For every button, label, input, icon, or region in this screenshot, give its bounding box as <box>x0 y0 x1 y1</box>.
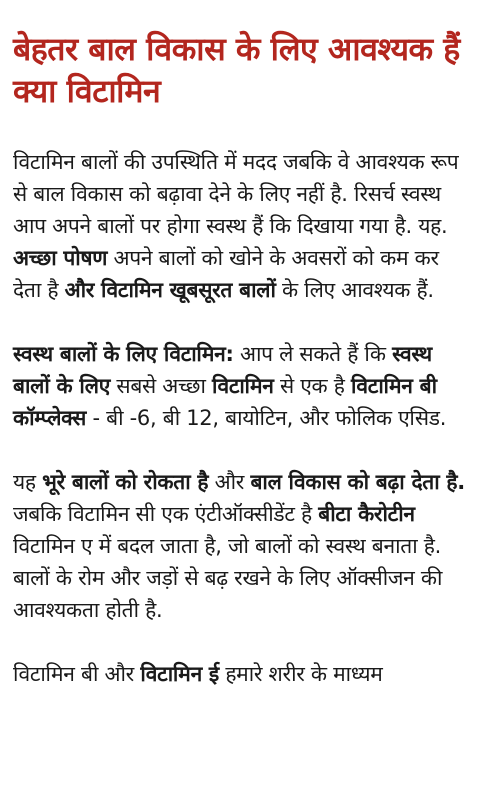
paragraph-vitamins-for-healthy-hair <box>13 338 473 434</box>
text-segment: अपने बालों को खोने के अवसरों को कम कर देता है <box>13 246 439 302</box>
paragraph-intro <box>13 146 473 306</box>
text-segment: यह <box>13 470 43 494</box>
text-segment: सबसे अच्छा <box>110 374 212 398</box>
bold-text-segment: विटामिन बी कॉम्प्लेक्स <box>13 374 437 430</box>
bold-text-segment: भूरे बालों को रोकता है <box>42 470 209 494</box>
bold-text-segment: और विटामिन खूबसूरत बालों <box>64 278 276 302</box>
bold-text-segment: स्वस्थ बालों के लिए विटामिन: <box>13 342 234 366</box>
bold-text-segment: विटामिन <box>212 374 274 398</box>
text-segment: जबकि विटामिन सी एक एंटीऑक्सीडेंट है <box>13 502 319 526</box>
text-segment: विटामिन बालों की उपस्थिति में मदद जबकि वे आवश्यक रूप से बाल विकास को बढ़ावा देने के लिए नहीं है. रिसर्च स्वस्थ आप अपने बालों पर होगा स्वस्थ हैं कि दिखाया गया है. यह. <box>13 150 459 238</box>
text-segment: आप ले सकते हैं कि <box>233 342 393 366</box>
article-body <box>13 146 473 690</box>
text-segment: विटामिन बी और <box>13 662 141 686</box>
article-title: बेहतर बाल विकास के लिए आवश्यक हैं क्या विटामिन <box>13 30 460 110</box>
text-segment: विटामिन ए में बदल जाता है, जो बालों को स्वस्थ बनाता है. बालों के रोम और जड़ों से बढ़ रखने के लिए ऑक्सीजन की आवश्यकता होती है. <box>13 534 443 622</box>
text-segment: से एक है <box>273 374 351 398</box>
bold-text-segment: स्वस्थ बालों के लिए <box>13 342 432 398</box>
text-segment: के लिए आवश्यक हैं. <box>275 278 434 302</box>
article <box>13 28 473 722</box>
paragraph-gray-hair-prevention <box>13 466 473 626</box>
text-segment: - बी -6, बी 12, बायोटिन, और फोलिक एसिड. <box>86 406 447 430</box>
text-segment: हमारे शरीर के माध्यम <box>218 662 383 686</box>
paragraph-vitamin-b-e <box>13 658 473 690</box>
bold-text-segment: बाल विकास को बढ़ा देता है. <box>250 470 465 494</box>
text-segment: और <box>208 470 251 494</box>
bold-text-segment: बीटा कैरोटीन <box>318 502 415 526</box>
bold-text-segment: विटामिन ई <box>140 662 219 686</box>
bold-text-segment: अच्छा पोषण <box>13 246 108 270</box>
